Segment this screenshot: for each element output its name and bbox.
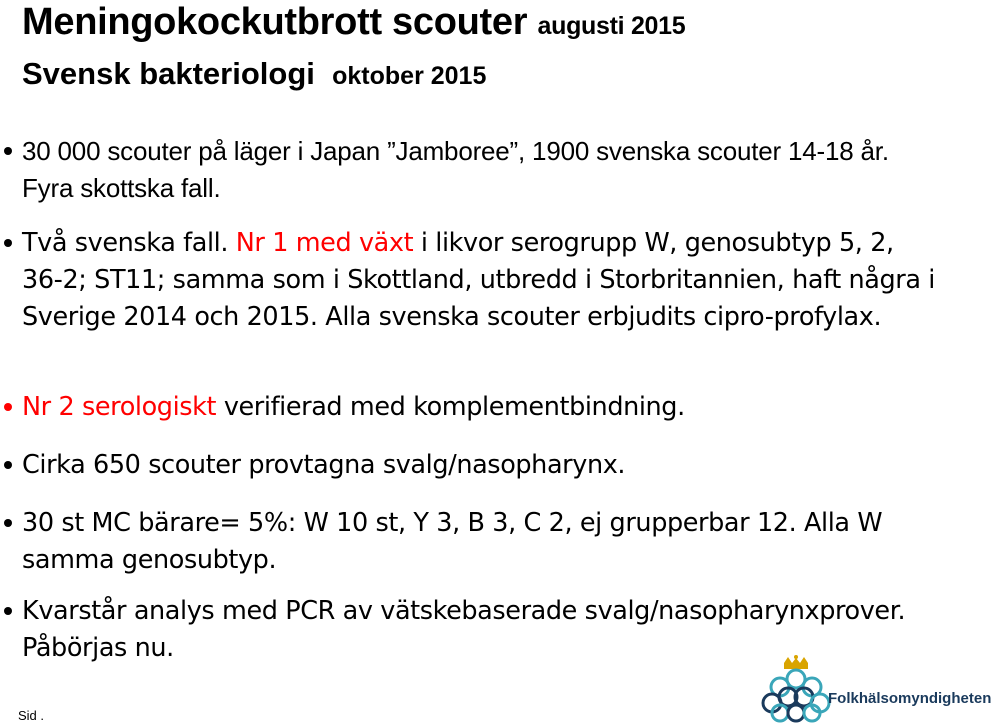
bullet-highlight: Nr 2 serologiskt — [22, 392, 217, 422]
bullet-text: Två svenska fall. — [22, 228, 236, 258]
title-main: Meningokockutbrott scouter — [22, 1, 528, 43]
bullet-item — [22, 225, 937, 336]
bullet-item — [22, 133, 937, 207]
crown-icon — [784, 655, 808, 669]
slide-subtitle — [22, 54, 486, 96]
bullet-item — [22, 389, 937, 426]
subtitle-main: Svensk bakteriologi — [22, 56, 315, 91]
bullet-text: 30 000 scouter på läger i Japan ”Jamboree”, 1900 svenska scouter 14-18 år. Fyra skottska fall. — [22, 136, 889, 203]
bullet-dot-icon — [4, 147, 12, 155]
bullet-dot-icon — [4, 239, 12, 247]
bullet-item — [22, 447, 937, 484]
slide-title — [22, 0, 685, 48]
bullet-text: i likvor serogrupp W, genosubtyp 5, 2, 36-2; ST11; samma som i Skottland, utbredd i Storbritannien, haft några i Sverige 2014 och 2015. Alla svenska scouter erbjudits cipro-profylax. — [22, 228, 935, 332]
bullet-text: 30 st MC bärare= 5%: W 10 st, Y 3, B 3, C 2, ej grupperbar 12. Alla W samma genosubtyp. — [22, 508, 883, 575]
circle-pattern-logo-icon — [763, 670, 829, 721]
bullet-dot-icon — [4, 461, 12, 469]
bullet-dot-icon — [4, 607, 12, 615]
page-number-label: Sid . — [18, 708, 45, 723]
agency-logo-text: Folkhälsomyndigheten — [828, 690, 991, 707]
bullet-dot-icon — [4, 403, 12, 411]
title-date: augusti 2015 — [537, 12, 686, 40]
bullet-dot-icon — [4, 519, 12, 527]
bullet-text: Cirka 650 scouter provtagna svalg/nasopharynx. — [22, 450, 626, 480]
bullet-text: verifierad med komplementbindning. — [216, 392, 685, 422]
bullet-item — [22, 505, 937, 579]
subtitle-date: oktober 2015 — [332, 62, 487, 90]
bullet-highlight: Nr 1 med växt — [235, 228, 414, 258]
bullet-text: Kvarstår analys med PCR av vätskebaserade svalg/nasopharynxprover. Påbörjas nu. — [22, 596, 906, 663]
